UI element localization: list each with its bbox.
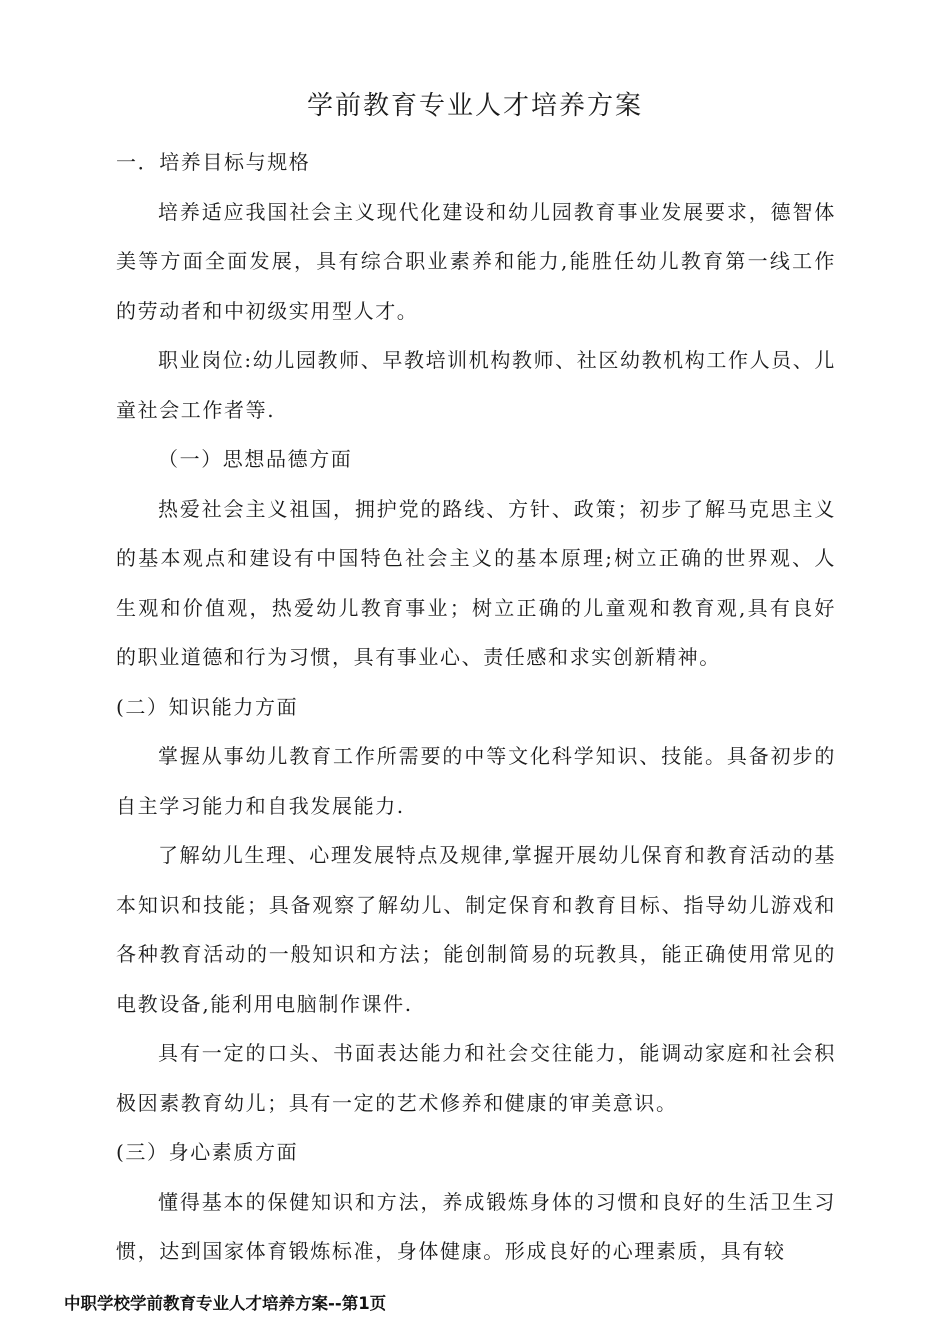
subsection-heading-knowledge: (二）知识能力方面 [116, 694, 299, 719]
paragraph-knowledge-3: 具有一定的口头、书面表达能力和社会交往能力，能调动家庭和社会积极因素教育幼儿；具有一定的艺术修养和健康的审美意识。 [116, 1041, 836, 1115]
paragraph-knowledge-1: 掌握从事幼儿教育工作所需要的中等文化科学知识、技能。具备初步的自主学习能力和自我发展能力. [116, 744, 836, 818]
page-footer: 中职学校学前教育专业人才培养方案--第1页 [64, 1294, 387, 1313]
document-body [116, 138, 836, 1277]
paragraph-goal: 培养适应我国社会主义现代化建设和幼儿园教育事业发展要求，德智体美等方面全面发展，具有综合职业素养和能力,能胜任幼儿教育第一线工作的劳动者和中初级实用型人才。 [116, 199, 836, 323]
paragraph-body-mind: 懂得基本的保健知识和方法，养成锻炼身体的习惯和良好的生活卫生习惯，达到国家体育锻炼标准，身体健康。形成良好的心理素质，具有较 [116, 1189, 836, 1263]
document-title: 学前教育专业人才培养方案 [306, 91, 643, 121]
paragraph-knowledge-2: 了解幼儿生理、心理发展特点及规律,掌握开展幼儿保育和教育活动的基本知识和技能；具备观察了解幼儿、制定保育和教育目标、指导幼儿游戏和各种教育活动的一般知识和方法；能创制简易的玩教具，能正确使用常见的电教设备,能利用电脑制作课件. [116, 843, 836, 1016]
subsection-heading-body-mind: (三）身心素质方面 [116, 1140, 299, 1164]
section-heading-goals: 一．培养目标与规格 [116, 150, 311, 174]
subsection-heading-moral: （一）思想品德方面 [158, 447, 353, 471]
paragraph-moral: 热爱社会主义祖国，拥护党的路线、方针、政策；初步了解马克思主义的基本观点和建设有中国特色社会主义的基本原理;树立正确的世界观、人生观和价值观，热爱幼儿教育事业；树立正确的儿童观和教育观,具有良好的职业道德和行为习惯，具有事业心、责任感和求实创新精神。 [116, 496, 836, 669]
paragraph-positions: 职业岗位:幼儿园教师、早教培训机构教师、社区幼教机构工作人员、儿童社会工作者等. [116, 348, 836, 422]
